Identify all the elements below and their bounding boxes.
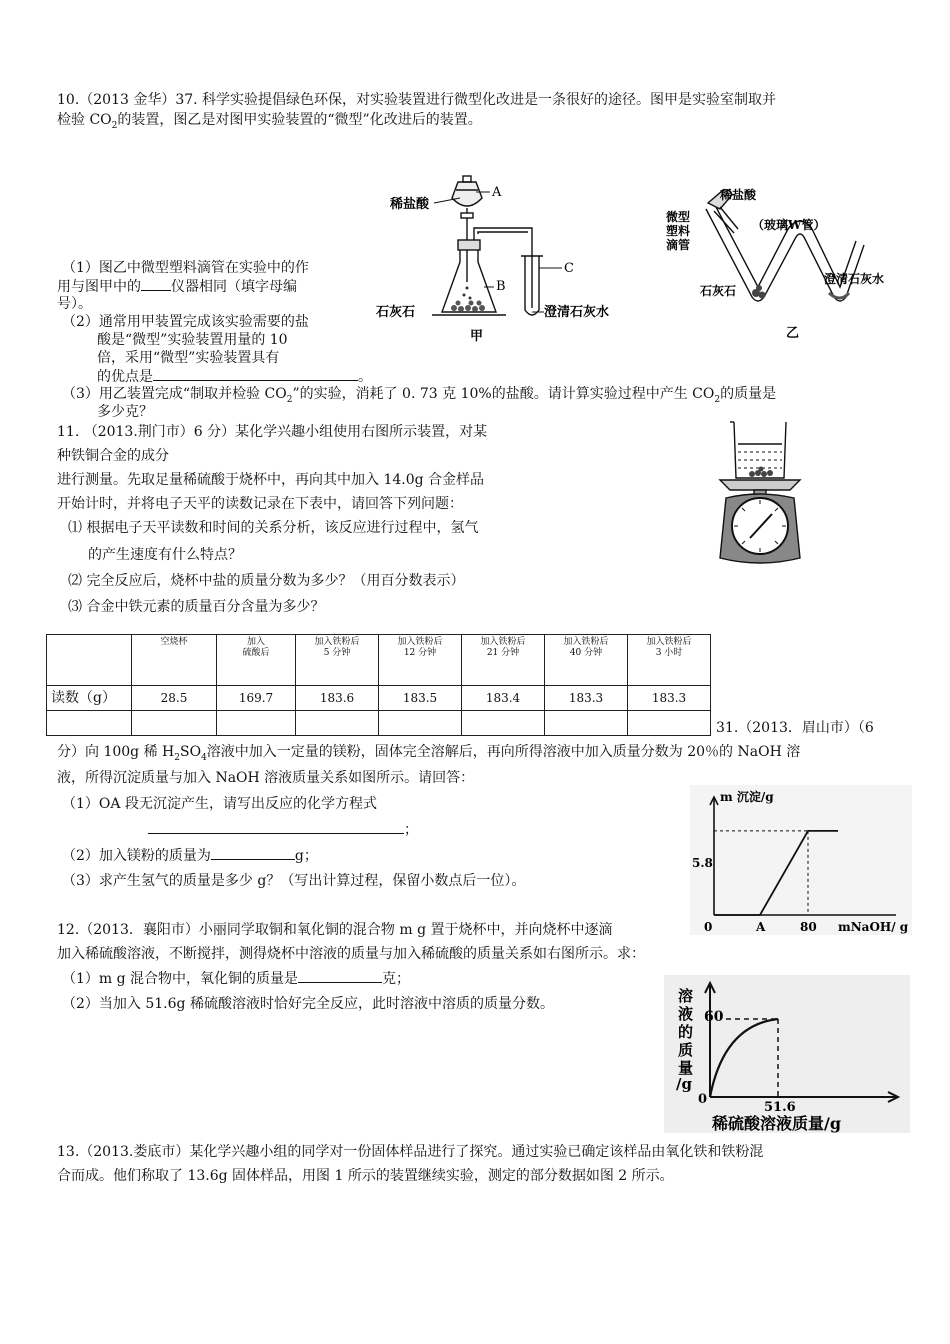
q12-chart-ylabel-4: 质 xyxy=(678,1041,694,1059)
table-header-cell: 加入铁粉后 12 分钟 xyxy=(379,635,462,686)
jia-label-acid: 稀盐酸 xyxy=(390,197,430,212)
jia-label-b: B xyxy=(496,279,506,294)
q31-precipitate-chart xyxy=(690,785,912,935)
table-row-label: 读数（g） xyxy=(47,686,132,711)
q10-p2-l1: （2）通常用甲装置完成该实验需要的盐 xyxy=(62,314,309,330)
q10-p1-l3: 号）。 xyxy=(57,296,92,312)
q10-line2-sub: 2 xyxy=(111,120,118,131)
q31-p3: （3）求产生氢气的质量是多少 g？（写出计算过程，保留小数点后一位）。 xyxy=(62,873,526,889)
q10-p2-answer-blank[interactable] xyxy=(153,366,358,381)
q10-p3-l1a: （3）用乙装置完成“制取并检验 CO xyxy=(62,386,287,402)
q11-l1: 11. （2013.荆门市）6 分）某化学兴趣小组使用右图所示装置，对某 xyxy=(57,424,488,440)
table-header-row xyxy=(47,635,711,686)
q11-q3: ⑶ 合金中铁元素的质量百分含量为多少？ xyxy=(68,599,325,615)
q31-chart-xtick-a: A xyxy=(756,920,766,934)
jia-label-c: C xyxy=(564,261,574,276)
q31-chart-xlabel: mNaOH/ g xyxy=(838,920,909,934)
table-cell: 183.3 xyxy=(545,686,628,711)
q31-p2a: （2）加入镁粉的质量为 xyxy=(62,848,211,864)
q10-p3-sub1: 2 xyxy=(286,394,293,405)
table-row xyxy=(47,686,711,711)
yi-label-w: （玻璃W管） xyxy=(752,218,826,232)
q31-l2-sub1: 2 xyxy=(174,752,180,763)
q12-l1: 12.（2013．襄阳市）小丽同学取铜和氧化铜的混合物 m g 置于烧杯中，并向烧杯中逐滴 xyxy=(57,922,613,938)
table-header-cell: 空烧杯 xyxy=(132,635,217,686)
q12-p1a: （1）m g 混合物中，氧化铜的质量是 xyxy=(62,971,299,987)
table-cell: 28.5 xyxy=(132,686,217,711)
limestone-lumps xyxy=(451,301,485,313)
q31-l2-sub2: 4 xyxy=(201,752,207,763)
q12-chart-ylabel-6: /g xyxy=(676,1075,692,1093)
q31-p1-answer-blank[interactable] xyxy=(148,819,404,834)
table-cell xyxy=(296,711,379,736)
q10-line2-b: 的装置，图乙是对图甲实验装置的“微型”化改进后的装置。 xyxy=(117,112,482,128)
q13-l2: 合而成。他们称取了 13.6g 固体样品，用图 1 所示的装置继续实验，测定的部分数据如图 2 所示。 xyxy=(57,1168,674,1184)
q10-p2-l4a: 的优点是 xyxy=(97,369,153,385)
q31-p2 xyxy=(62,845,318,866)
figure-jia-apparatus xyxy=(372,170,642,345)
yi-label-stone: 石灰石 xyxy=(700,284,737,298)
q31-p1: （1）OA 段无沉淀产生，请写出反应的化学方程式 xyxy=(62,796,377,812)
q10-p1-l2a: 用与图甲中的 xyxy=(57,279,141,295)
q10-p3-l1 xyxy=(62,384,776,410)
q10-p3-l1b: ”的实验，消耗了 0. 73 克 10%的盐酸。请计算实验过程中产生 CO xyxy=(292,386,715,402)
q12-chart-xtick-516: 51.6 xyxy=(764,1100,796,1115)
table-cell: 169.7 xyxy=(217,686,296,711)
q10-p3-l1c: 的质量是 xyxy=(720,386,777,402)
q11-q2: ⑵ 完全反应后，烧杯中盐的质量分数为多少？（用百分数表示） xyxy=(68,573,465,589)
q12-chart-ylabel-3: 的 xyxy=(678,1023,694,1041)
q31-l1: 31.（2013．眉山市）（6 xyxy=(716,720,874,736)
q31-chart-xtick-0: 0 xyxy=(704,920,713,934)
q31-p1-blank-line xyxy=(148,819,418,840)
yi-caption: 乙 xyxy=(786,326,800,341)
jia-label-stone: 石灰石 xyxy=(376,305,416,320)
q10-p3-sub2: 2 xyxy=(714,394,721,405)
q10-p2-l3: 倍，采用“微型”实验装置具有 xyxy=(97,350,280,366)
q13-l1: 13.（2013.娄底市）某化学兴趣小组的同学对一份固体样品进行了探究。通过实验已确定该样品由氧化铁和铁粉混 xyxy=(57,1144,764,1160)
table-row xyxy=(47,711,711,736)
q31-chart-ytick-58: 5.8 xyxy=(692,856,713,870)
yi-label-water: 澄清石灰水 xyxy=(824,272,885,286)
q11-l2: 种铁铜合金的成分 xyxy=(57,448,169,464)
table-cell xyxy=(379,711,462,736)
q11-l3: 进行测量。先取足量稀硫酸于烧杯中，再向其中加入 14.0g 合金样品 xyxy=(57,472,485,488)
q10-line1: 10.（2013 金华）37. 科学实验提倡绿色环保，对实验装置进行微型化改进是一条很好的途径。图甲是实验室制取并 xyxy=(57,92,777,108)
yi-label-acid: 稀盐酸 xyxy=(720,188,757,202)
q11-q1b: 的产生速度有什么特点？ xyxy=(88,547,242,563)
table-header-cell: 加入铁粉后 40 分钟 xyxy=(545,635,628,686)
table-cell xyxy=(47,711,132,736)
q31-l2b: SO xyxy=(179,744,202,760)
jia-label-a: A xyxy=(492,185,502,200)
jia-caption: 甲 xyxy=(470,329,484,344)
q12-solution-mass-chart xyxy=(664,975,910,1133)
q31-l2 xyxy=(57,742,800,768)
table-cell: 183.3 xyxy=(628,686,711,711)
q12-p1-answer-blank[interactable] xyxy=(298,968,382,983)
table-header-cell: 加入铁粉后 3 小时 xyxy=(628,635,711,686)
table-header-cell: 加入铁粉后 5 分钟 xyxy=(296,635,379,686)
q10-p1-l2b: 仪器相同（填字母编 xyxy=(171,279,297,295)
balance-figure xyxy=(710,418,810,574)
q12-chart-ylabel-5: 量 xyxy=(678,1059,694,1077)
q12-chart-ylabel-1: 溶 xyxy=(678,987,694,1005)
q31-l3: 液，所得沉淀质量与加入 NaOH 溶液质量关系如图所示。请回答： xyxy=(57,770,475,786)
q11-l4: 开始计时，并将电子天平的读数记录在下表中，请回答下列问题： xyxy=(57,496,463,512)
table-header-cell: 加入铁粉后 21 分钟 xyxy=(462,635,545,686)
yi-label-tube-3: 滴管 xyxy=(666,238,691,252)
table-header-cell: 加入 硫酸后 xyxy=(217,635,296,686)
table-cell xyxy=(628,711,711,736)
table-cell xyxy=(545,711,628,736)
q31-p1-end: ； xyxy=(404,822,418,838)
table-cell: 183.5 xyxy=(379,686,462,711)
reading-table xyxy=(46,634,711,736)
q12-chart-xtick-0: 0 xyxy=(698,1092,708,1107)
q10-p2-l4b: 。 xyxy=(358,369,372,385)
q12-p1b: 克； xyxy=(382,971,411,987)
q10-p1-l1: （1）图乙中微型塑料滴管在实验中的作 xyxy=(62,260,309,276)
table-cell xyxy=(462,711,545,736)
q12-chart-ytick-60: 60 xyxy=(704,1009,724,1025)
figure-yi-apparatus xyxy=(664,185,896,345)
jia-label-water: 澄清石灰水 xyxy=(544,305,610,320)
q12-p1 xyxy=(62,968,410,989)
q31-chart-xtick-80: 80 xyxy=(800,920,817,934)
yi-label-tube-2: 塑料 xyxy=(666,224,691,238)
q31-p2b: g； xyxy=(294,848,318,864)
table-cell: 183.4 xyxy=(462,686,545,711)
q31-l2c: 溶液中加入一定量的镁粉，固体完全溶解后，再向所得溶液中加入质量分数为 20％的 NaOH 溶 xyxy=(206,744,801,760)
q10-p1-answer-blank[interactable] xyxy=(141,276,171,291)
table-cell xyxy=(132,711,217,736)
table-cell: 183.6 xyxy=(296,686,379,711)
q12-chart-ylabel-2: 液 xyxy=(678,1005,694,1023)
q12-p2: （2）当加入 51.6g 稀硫酸溶液时恰好完全反应，此时溶液中溶质的质量分数。 xyxy=(62,996,554,1012)
q12-l2: 加入稀硫酸溶液，不断搅拌，测得烧杯中溶液的质量与加入稀硫酸的质量关系如右图所示。求： xyxy=(57,946,645,962)
q11-q1a: ⑴ 根据电子天平读数和时间的关系分析，该反应进行过程中，氢气 xyxy=(68,520,479,536)
q12-chart-xlabel: 稀硫酸溶液质量/g xyxy=(712,1114,842,1133)
table-header-cell xyxy=(47,635,132,686)
yi-label-tube-1: 微型 xyxy=(666,210,691,224)
q10-line2 xyxy=(57,110,482,136)
table-cell xyxy=(217,711,296,736)
q10-p1-l2 xyxy=(57,276,297,297)
q10-p3-l2: 多少克？ xyxy=(97,404,153,420)
q31-l2a: 分）向 100g 稀 H xyxy=(57,744,175,760)
q10-line2-a: 检验 CO xyxy=(57,112,112,128)
q10-p2-l2: 酸是“微型”实验装置用量的 10 xyxy=(97,332,288,348)
q31-p2-answer-blank[interactable] xyxy=(211,845,295,860)
q31-chart-ylabel: m 沉淀/g xyxy=(720,790,774,804)
